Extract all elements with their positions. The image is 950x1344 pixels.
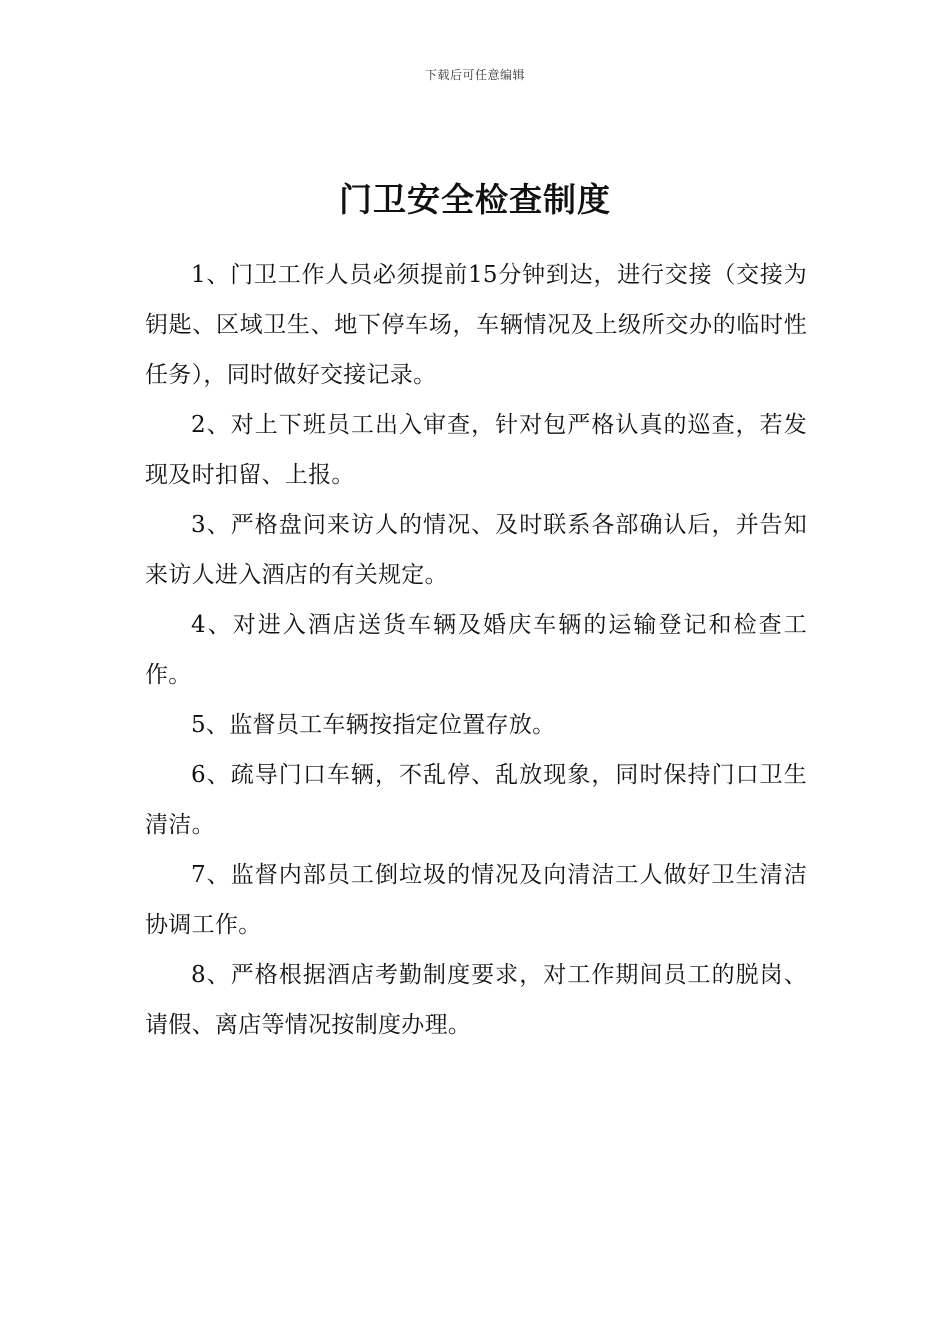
header-note: 下载后可任意编辑 <box>424 68 525 82</box>
document-body <box>145 250 807 1050</box>
rule-paragraph-5: 5、监督员工车辆按指定位置存放。 <box>191 712 556 738</box>
rule-paragraph-7: 7、监督内部员工倒垃圾的情况及向清洁工人做好卫生清洁协调工作。 <box>145 862 807 938</box>
document-title: 门卫安全检查制度 <box>339 180 611 219</box>
rule-paragraph-2: 2、对上下班员工出入审查，针对包严格认真的巡查，若发现及时扣留、上报。 <box>145 412 807 488</box>
rule-paragraph-1: 1、门卫工作人员必须提前15分钟到达，进行交接（交接为钥匙、区域卫生、地下停车场，车辆情况及上级所交办的临时性任务），同时做好交接记录。 <box>145 262 807 388</box>
rule-paragraph-6: 6、疏导门口车辆，不乱停、乱放现象，同时保持门口卫生清洁。 <box>145 762 807 838</box>
rule-paragraph-3: 3、严格盘问来访人的情况、及时联系各部确认后，并告知来访人进入酒店的有关规定。 <box>145 512 807 588</box>
rule-paragraph-8: 8、严格根据酒店考勤制度要求，对工作期间员工的脱岗、请假、离店等情况按制度办理。 <box>145 962 807 1038</box>
rule-paragraph-4: 4、对进入酒店送货车辆及婚庆车辆的运输登记和检查工作。 <box>145 612 807 688</box>
